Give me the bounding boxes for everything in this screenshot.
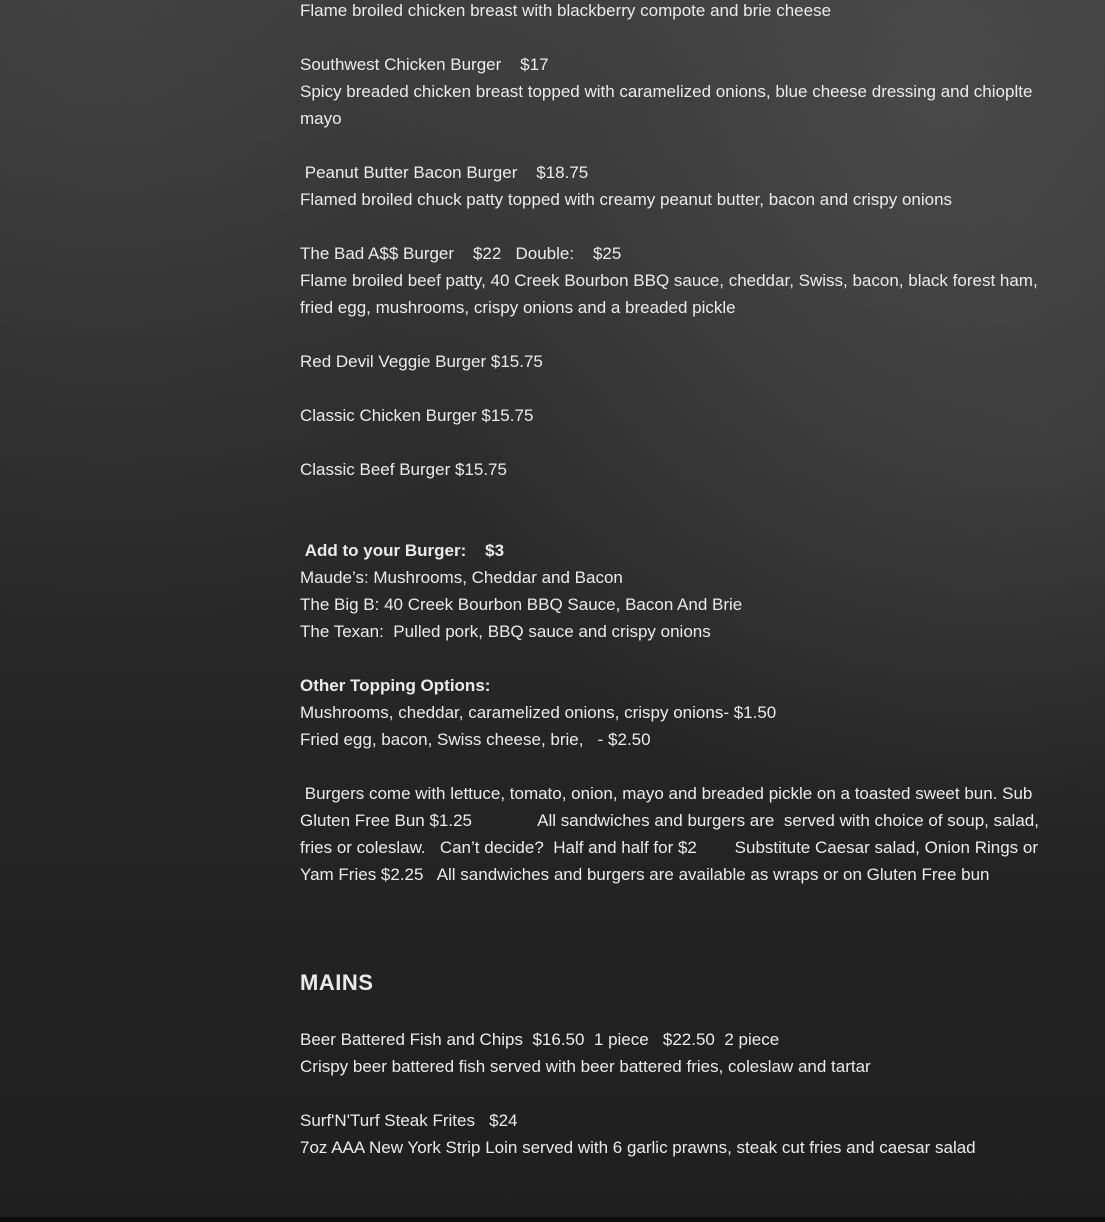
item-description: Flamed broiled chuck patty topped with creamy peanut butter, bacon and crispy onions (300, 190, 953, 209)
item-description: Spicy breaded chicken breast topped with caramelized onions, blue cheese dressing and chioplte mayo (300, 82, 1038, 128)
item-title: The Bad A$$ Burger $22 Double: $25 (300, 244, 622, 263)
item-title: Surf'N'Turf Steak Frites $24 (300, 1111, 518, 1130)
item-description: Flame broiled beef patty, 40 Creek Bourbon BBQ sauce, cheddar, Swiss, bacon, black forest ham, fried egg, mushrooms, crispy onions and a breaded pickle (300, 271, 1043, 317)
menu-item-peanut-butter-bacon-burger (300, 159, 1060, 213)
section-heading-mains: MAINS (300, 970, 374, 995)
menu-item-surf-n-turf (300, 1107, 1060, 1161)
toppings-heading: Other Topping Options: (300, 676, 491, 695)
burger-note: Burgers come with lettuce, tomato, onion, mayo and breaded pickle on a toasted sweet bun. Sub Gluten Free Bun $1.25 All sandwiches and burgers are served with choice of soup, salad, fries or coleslaw. Can’t decide? Half and half for $2 Substitute Caesar salad, Onion Rings or Yam Fries $2.25 All sandwiches and burgers are available as wraps or on Gluten Free bun (300, 784, 1044, 884)
topping-item: Fried egg, bacon, Swiss cheese, brie, - $2.50 (300, 730, 651, 749)
menu-content (300, 0, 1060, 1161)
menu-item-bad-ass-burger (300, 240, 1060, 321)
item-description: Crispy beer battered fish served with beer battered fries, coleslaw and tartar (300, 1057, 871, 1076)
add-ons-heading: Add to your Burger: $3 (300, 541, 505, 560)
add-on-item: Maude’s: Mushrooms, Cheddar and Bacon (300, 568, 623, 587)
item-description: Flame broiled chicken breast with blackberry compote and brie cheese (300, 1, 832, 20)
add-ons-section (300, 537, 1060, 645)
item-title: Peanut Butter Bacon Burger $18.75 (300, 163, 589, 182)
mains-section (300, 968, 1060, 1161)
topping-item: Mushrooms, cheddar, caramelized onions, crispy onions- $1.50 (300, 703, 777, 722)
item-title: Southwest Chicken Burger $17 (300, 55, 549, 74)
item-title: Beer Battered Fish and Chips $16.50 1 piece $22.50 2 piece (300, 1030, 780, 1049)
menu-item-classic-beef-burger: Classic Beef Burger $15.75 (300, 460, 507, 479)
toppings-section (300, 672, 1060, 753)
add-on-item: The Texan: Pulled pork, BBQ sauce and crispy onions (300, 622, 711, 641)
item-description: 7oz AAA New York Strip Loin served with 6 garlic prawns, steak cut fries and caesar salad (300, 1138, 976, 1157)
menu-item-fish-and-chips (300, 1026, 1060, 1080)
menu-item-classic-chicken-burger: Classic Chicken Burger $15.75 (300, 406, 534, 425)
menu-item-red-devil-veggie-burger: Red Devil Veggie Burger $15.75 (300, 352, 543, 371)
menu-item-southwest-chicken-burger (300, 51, 1060, 132)
add-on-item: The Big B: 40 Creek Bourbon BBQ Sauce, Bacon And Brie (300, 595, 743, 614)
bottom-divider (0, 1217, 1105, 1222)
